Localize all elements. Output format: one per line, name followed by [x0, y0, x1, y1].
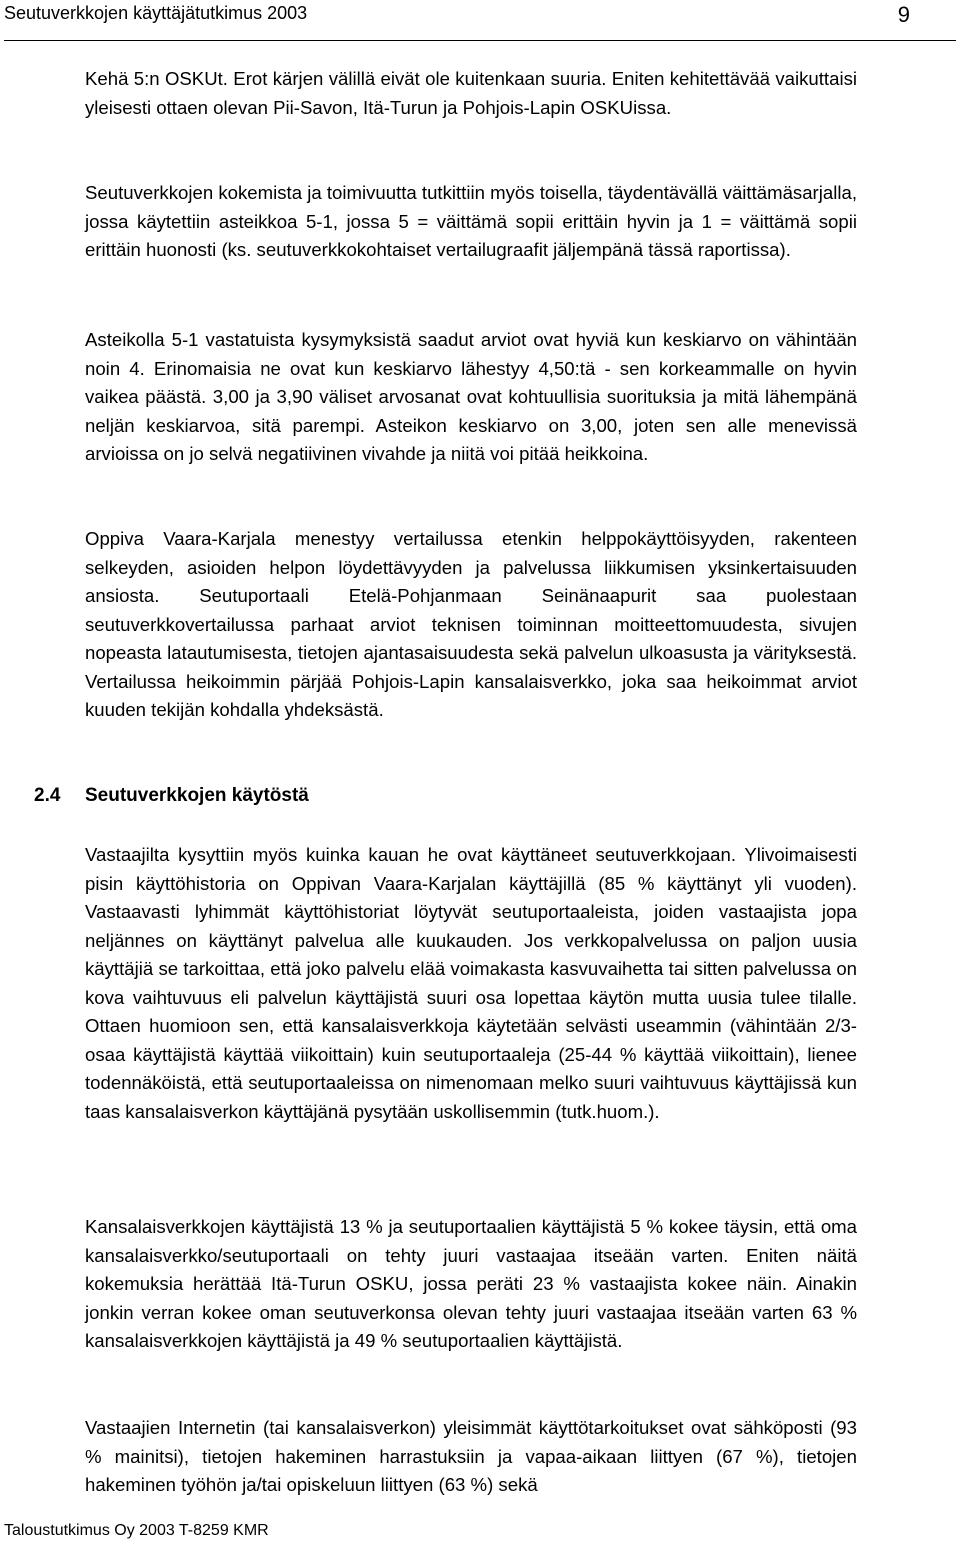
paragraph-made-for-user: Kansalaisverkkojen käyttäjistä 13 % ja seutuportaalien käyttäjistä 5 % kokee täysin, että oma kansalaisverkko/seutuportaali on tehty juuri vastaajaa itseään varten. Eniten näitä kokemuksia herättää Itä-Turun OSKU, jossa peräti 23 % vastaajista kokee näin. Ainakin jonkin verran kokee oman seutuverkonsa olevan tehty juuri vastaajaa itseään varten 63 % kansalaisverkkojen käyttäjistä ja 49 % seutuportaalien käyttäjistä.	[85, 1216, 857, 1351]
document-title: Seutuverkkojen käyttäjätutkimus 2003	[4, 3, 308, 23]
paragraph-scale-interpretation: Asteikolla 5-1 vastatuista kysymyksistä saadut arviot ovat hyviä kun keskiarvo on vähintään noin 4. Erinomaisia ne ovat kun keskiarvo lähestyy 4,50:tä - sen korkeammalle on hyvin vaikea päästä. 3,00 ja 3,90 väliset arvosanat ovat kohtuullisia suorituksia ja mitä lähempänä neljän keskiarvoa, sitä parempi. Asteikon keskiarvo on 3,00, joten sen alle menevissä arvioissa on jo selvä negatiivinen vivahde ja niitä voi pitää heikkoina.	[85, 329, 857, 464]
paragraph-internet-uses: Vastaajien Internetin (tai kansalaisverkon) yleisimmät käyttötarkoitukset ovat sähköposti (93 % mainitsi), tietojen hakeminen harrastuksiin ja vapaa-aikaan liittyen (67 %), tietojen hakeminen työhön ja/tai opiskeluun liittyen (63 %) sekä	[85, 1417, 857, 1495]
page-header	[4, 0, 956, 41]
paragraph-oskut-differences: Kehä 5:n OSKUt. Erot kärjen välillä eivät ole kuitenkaan suuria. Eniten kehitettävää vaikuttaisi yleisesti ottaen olevan Pii-Savon, Itä-Turun ja Pohjois-Lapin OSKUissa.	[85, 68, 857, 118]
page-footer: Taloustutkimus Oy 2003 T-8259 KMR	[4, 1522, 269, 1539]
paragraph-usage-history: Vastaajilta kysyttiin myös kuinka kauan he ovat käyttäneet seutuverkkojaan. Ylivoimaisesti pisin käyttöhistoria on Oppivan Vaara-Karjalan käyttäjillä (85 % käyttänyt yli vuoden). Vastaavasti lyhimmät käyttöhistoriat löytyvät seutuportaaleista, joiden vastaajista jopa neljännes on käyttänyt palvelua alle kuukauden. Jos verkkopalvelussa on paljon uusia käyttäjiä se tarkoittaa, että joko palvelu elää voimakasta kasvuvaihetta tai sitten palvelussa on kova vaihtuvuus eli palvelun käyttäjistä suuri osa lopettaa käytön mutta uusia tulee tilalle. Ottaen huomioon sen, että kansalaisverkkoja käytetään selvästi useammin (vähintään 2/3-osaa käyttäjistä käyttää viikoittain) kuin seutuportaaleja (25-44 % käyttää viikoittain), lienee todennäköistä, että seutuportaaleissa on nimenomaan melko suuri vaihtuvuus käyttäjissä kun taas kansalaisverkon käyttäjänä pysytään uskollisemmin (tutk.huom.).	[85, 844, 857, 1122]
paragraph-statement-series: Seutuverkkojen kokemista ja toimivuutta tutkittiin myös toisella, täydentävällä väittämäsarjalla, jossa käytettiin asteikkoa 5-1, jossa 5 = väittämä sopii erittäin hyvin ja 1 = väittämä sopii erittäin huonosti (ks. seutuverkkokohtaiset vertailugraafit jäljempänä tässä raportissa).	[85, 182, 857, 260]
page-number: 9	[897, 2, 910, 27]
section-number: 2.4	[34, 785, 61, 806]
paragraph-comparison-results: Oppiva Vaara-Karjala menestyy vertailussa etenkin helppokäyttöisyyden, rakenteen selkeyden, asioiden helpon löydettävyyden ja palvelussa liikkumisen yksinkertaisuuden ansiosta. Seutuportaali Etelä-Pohjanmaan Seinänaapurit saa puolestaan seutuverkkovertailussa parhaat arviot teknisen toiminnan moitteettomuudesta, sivujen nopeasta latautumisesta, tietojen ajantasaisuudesta sekä palvelun ulkoasusta ja värityksestä. Vertailussa heikoimmin pärjää Pohjois-Lapin kansalaisverkko, joka saa heikoimmat arviot kuuden tekijän kohdalla yhdeksästä.	[85, 528, 857, 720]
section-title: Seutuverkkojen käytöstä	[85, 785, 309, 806]
section-heading	[34, 781, 309, 811]
